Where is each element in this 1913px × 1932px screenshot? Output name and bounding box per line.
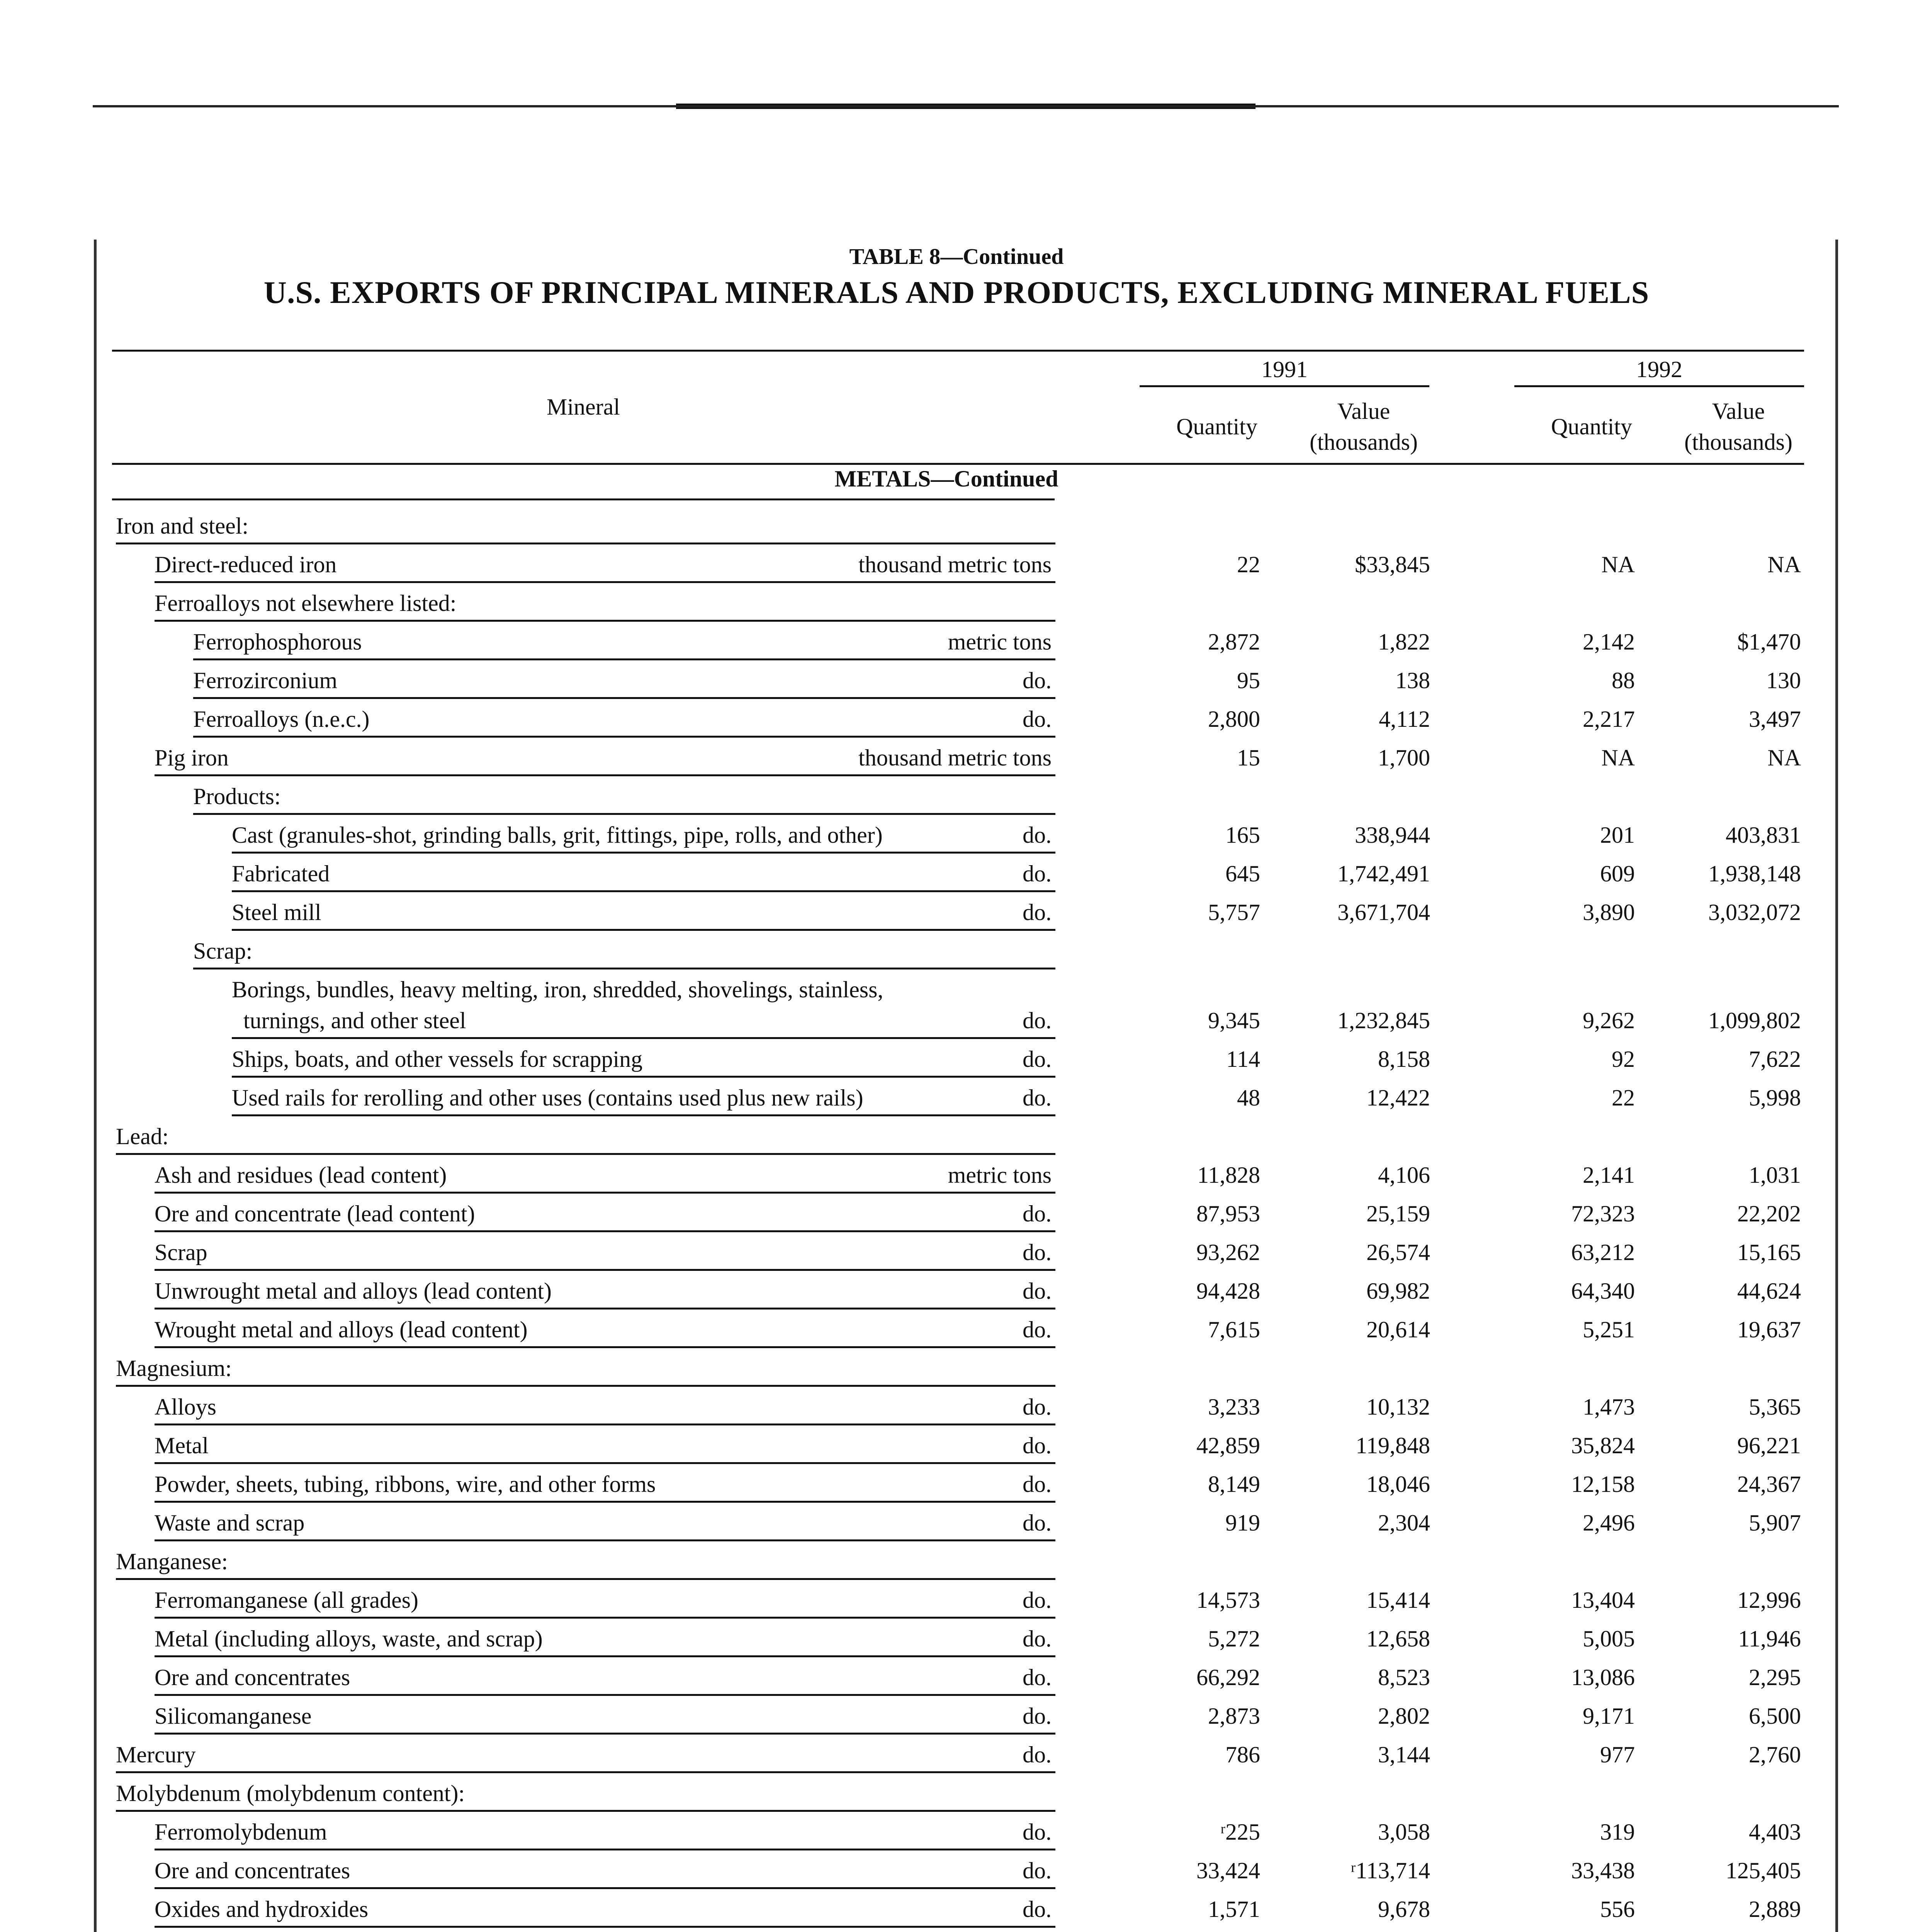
cell-quantity-1991: 8,149 bbox=[1208, 1471, 1260, 1497]
row-rule bbox=[155, 1462, 1055, 1464]
row-rule bbox=[155, 1230, 1055, 1232]
cell-value-1991: 338,944 bbox=[1355, 822, 1430, 848]
row-rule bbox=[155, 1733, 1055, 1735]
cell-quantity-1992: 2,141 bbox=[1583, 1162, 1635, 1188]
table-row bbox=[0, 1735, 1913, 1774]
row-unit: do. bbox=[1023, 1819, 1052, 1845]
cell-value-1992: NA bbox=[1767, 552, 1801, 577]
cell-quantity-1992: 63,212 bbox=[1571, 1240, 1635, 1265]
table-row bbox=[0, 1233, 1913, 1271]
row-unit: do. bbox=[1023, 900, 1052, 925]
cell-quantity-1992: 2,217 bbox=[1583, 706, 1635, 732]
cell-quantity-1992: 2,496 bbox=[1583, 1510, 1635, 1536]
row-rule bbox=[155, 1655, 1055, 1657]
row-label: Silicomanganese bbox=[155, 1703, 312, 1729]
row-unit: do. bbox=[1023, 1471, 1052, 1497]
cell-value-1991: 4,112 bbox=[1379, 706, 1430, 732]
table-row bbox=[0, 661, 1913, 699]
row-unit: do. bbox=[1023, 1278, 1052, 1304]
table-row bbox=[0, 815, 1913, 854]
table-row bbox=[0, 931, 1913, 970]
cell-value-1992: 7,622 bbox=[1749, 1046, 1801, 1072]
cell-value-1992: 2,295 bbox=[1749, 1665, 1801, 1690]
table-row bbox=[0, 1696, 1913, 1735]
row-label: Unwrought metal and alloys (lead content) bbox=[155, 1278, 552, 1304]
row-rule bbox=[193, 697, 1055, 699]
cell-quantity-1992: 5,251 bbox=[1583, 1317, 1635, 1342]
cell-quantity-1991: 1,571 bbox=[1208, 1896, 1260, 1922]
cell-quantity-1991: 9,345 bbox=[1208, 1008, 1260, 1033]
row-label: Manganese: bbox=[116, 1549, 228, 1574]
cell-value-1991: 1,742,491 bbox=[1337, 861, 1430, 886]
table-row bbox=[0, 1542, 1913, 1580]
row-rule bbox=[116, 1810, 1055, 1812]
table-row bbox=[0, 506, 1913, 545]
cell-quantity-1992: NA bbox=[1601, 552, 1635, 577]
row-label: Wrought metal and alloys (lead content) bbox=[155, 1317, 528, 1342]
cell-value-1992: 11,946 bbox=[1738, 1626, 1801, 1651]
cell-value-1991: 3,144 bbox=[1378, 1742, 1430, 1767]
row-label: Iron and steel: bbox=[116, 513, 249, 539]
row-rule bbox=[193, 658, 1055, 660]
row-rule bbox=[193, 736, 1055, 738]
cell-quantity-1992: 977 bbox=[1600, 1742, 1635, 1767]
row-rule bbox=[232, 1114, 1055, 1116]
table-row bbox=[0, 1812, 1913, 1851]
row-unit: do. bbox=[1023, 1742, 1052, 1767]
table-row bbox=[0, 1271, 1913, 1310]
row-rule bbox=[155, 1501, 1055, 1503]
table-row bbox=[0, 1387, 1913, 1426]
row-rule bbox=[116, 1771, 1055, 1773]
row-label: Ferrophosphorous bbox=[193, 629, 362, 655]
row-unit: do. bbox=[1023, 668, 1052, 693]
row-rule bbox=[155, 774, 1055, 776]
header-mineral: Mineral bbox=[547, 394, 620, 420]
row-label: Ferroalloys not elsewhere listed: bbox=[155, 590, 457, 616]
header-quantity-1992: Quantity bbox=[1551, 414, 1632, 439]
cell-value-1992: 3,497 bbox=[1749, 706, 1801, 732]
cell-quantity-1991: 15 bbox=[1237, 745, 1260, 770]
row-rule bbox=[116, 1153, 1055, 1155]
row-rule bbox=[155, 1887, 1055, 1889]
cell-quantity-1991: ʳ225 bbox=[1220, 1819, 1260, 1845]
row-label: Ferromolybdenum bbox=[155, 1819, 327, 1845]
cell-quantity-1991: 95 bbox=[1237, 668, 1260, 693]
cell-value-1992: 96,221 bbox=[1737, 1433, 1801, 1458]
cell-quantity-1991: 786 bbox=[1225, 1742, 1260, 1767]
row-rule bbox=[232, 1037, 1055, 1039]
row-unit: do. bbox=[1023, 1858, 1052, 1883]
cell-quantity-1991: 165 bbox=[1225, 822, 1260, 848]
cell-value-1992: 22,202 bbox=[1737, 1201, 1801, 1226]
cell-value-1991: 25,159 bbox=[1366, 1201, 1430, 1226]
cell-value-1992: 12,996 bbox=[1737, 1587, 1801, 1613]
table-row bbox=[0, 1426, 1913, 1464]
cell-value-1992: 403,831 bbox=[1726, 822, 1801, 848]
cell-value-1992: 2,760 bbox=[1749, 1742, 1801, 1767]
header-value-1992-line2: (thousands) bbox=[1684, 429, 1792, 455]
cell-quantity-1991: 66,292 bbox=[1196, 1665, 1260, 1690]
cell-quantity-1992: 12,158 bbox=[1571, 1471, 1635, 1497]
row-unit: thousand metric tons bbox=[858, 745, 1052, 770]
cell-value-1991: 3,671,704 bbox=[1337, 900, 1430, 925]
cell-value-1992: 2,889 bbox=[1749, 1896, 1801, 1922]
cell-value-1991: 119,848 bbox=[1356, 1433, 1430, 1458]
row-unit: do. bbox=[1023, 1665, 1052, 1690]
row-rule bbox=[232, 890, 1055, 892]
cell-quantity-1991: 42,859 bbox=[1196, 1433, 1260, 1458]
row-rule bbox=[116, 543, 1055, 544]
cell-value-1992: 1,099,802 bbox=[1708, 1008, 1801, 1033]
cell-quantity-1991: 14,573 bbox=[1196, 1587, 1260, 1613]
cell-quantity-1991: 48 bbox=[1237, 1085, 1260, 1111]
table-row bbox=[0, 1580, 1913, 1619]
table-row bbox=[0, 1194, 1913, 1233]
cell-value-1992: 5,907 bbox=[1749, 1510, 1801, 1536]
table-row bbox=[0, 1310, 1913, 1349]
cell-quantity-1991: 7,615 bbox=[1208, 1317, 1260, 1342]
row-rule bbox=[155, 1269, 1055, 1271]
header-year-1991: 1991 bbox=[1261, 357, 1308, 382]
row-rule bbox=[155, 1308, 1055, 1310]
cell-quantity-1992: 13,086 bbox=[1571, 1665, 1635, 1690]
table-row bbox=[0, 1039, 1913, 1078]
header-value-1991-line2: (thousands) bbox=[1310, 429, 1418, 455]
cell-value-1992: 19,637 bbox=[1737, 1317, 1801, 1342]
cell-quantity-1991: 3,233 bbox=[1208, 1394, 1260, 1420]
cell-value-1991: 8,523 bbox=[1378, 1665, 1430, 1690]
cell-quantity-1992: 556 bbox=[1600, 1896, 1635, 1922]
row-rule bbox=[193, 813, 1055, 815]
row-label: Magnesium: bbox=[116, 1355, 232, 1381]
row-unit: do. bbox=[1023, 1201, 1052, 1226]
cell-quantity-1991: 2,873 bbox=[1208, 1703, 1260, 1729]
table-row bbox=[0, 1155, 1913, 1194]
cell-value-1992: 24,367 bbox=[1737, 1471, 1801, 1497]
row-label: Oxides and hydroxides bbox=[155, 1896, 369, 1922]
row-rule bbox=[155, 1617, 1055, 1619]
row-label: Powder, sheets, tubing, ribbons, wire, and other forms bbox=[155, 1471, 656, 1497]
cell-quantity-1992: 88 bbox=[1612, 668, 1635, 693]
cell-value-1991: $33,845 bbox=[1355, 552, 1430, 577]
cell-quantity-1992: 9,171 bbox=[1583, 1703, 1635, 1729]
cell-value-1991: ʳ113,714 bbox=[1351, 1858, 1430, 1883]
cell-quantity-1992: 201 bbox=[1600, 822, 1635, 848]
table-row bbox=[0, 1851, 1913, 1889]
cell-quantity-1992: 22 bbox=[1612, 1085, 1635, 1111]
cell-value-1991: 12,422 bbox=[1366, 1085, 1430, 1111]
cell-value-1992: 5,365 bbox=[1749, 1394, 1801, 1420]
row-rule bbox=[232, 852, 1055, 854]
row-label: Fabricated bbox=[232, 861, 330, 886]
table-row bbox=[0, 1928, 1913, 1932]
cell-quantity-1991: 94,428 bbox=[1196, 1278, 1260, 1304]
cell-value-1992: 3,032,072 bbox=[1708, 900, 1801, 925]
table-label: TABLE 8—Continued bbox=[849, 244, 1064, 269]
cell-quantity-1992: 92 bbox=[1612, 1046, 1635, 1072]
row-unit: do. bbox=[1023, 861, 1052, 886]
cell-value-1992: 1,938,148 bbox=[1708, 861, 1801, 886]
row-label: Ferroalloys (n.e.c.) bbox=[193, 706, 370, 732]
row-label: Direct-reduced iron bbox=[155, 552, 337, 577]
table-row bbox=[0, 583, 1913, 622]
table-row bbox=[0, 970, 1913, 1039]
cell-quantity-1992: 33,438 bbox=[1571, 1858, 1635, 1883]
cell-value-1992: 15,165 bbox=[1737, 1240, 1801, 1265]
row-rule bbox=[155, 1694, 1055, 1696]
cell-value-1992: 4,403 bbox=[1749, 1819, 1801, 1845]
row-label: Ferrozirconium bbox=[193, 668, 338, 693]
row-unit: do. bbox=[1023, 822, 1052, 848]
cell-value-1991: 9,678 bbox=[1378, 1896, 1430, 1922]
row-unit: metric tons bbox=[948, 1162, 1052, 1188]
cell-value-1991: 4,106 bbox=[1378, 1162, 1430, 1188]
cell-value-1992: 1,031 bbox=[1749, 1162, 1801, 1188]
cell-value-1991: 15,414 bbox=[1366, 1587, 1430, 1613]
row-label: Ships, boats, and other vessels for scrapping bbox=[232, 1046, 643, 1072]
cell-quantity-1992: NA bbox=[1601, 745, 1635, 770]
header-year-1992: 1992 bbox=[1636, 357, 1682, 382]
cell-quantity-1992: 35,824 bbox=[1571, 1433, 1635, 1458]
row-unit: do. bbox=[1023, 1008, 1052, 1033]
row-label: Steel mill bbox=[232, 900, 321, 925]
table-title: U.S. EXPORTS OF PRINCIPAL MINERALS AND PRODUCTS, EXCLUDING MINERAL FUELS bbox=[263, 275, 1650, 310]
row-label: Scrap: bbox=[193, 938, 253, 964]
row-rule bbox=[155, 1539, 1055, 1541]
table-row bbox=[0, 1464, 1913, 1503]
cell-value-1991: 18,046 bbox=[1366, 1471, 1430, 1497]
cell-value-1992: 5,998 bbox=[1749, 1085, 1801, 1111]
cell-value-1992: $1,470 bbox=[1737, 629, 1801, 655]
cell-value-1991: 26,574 bbox=[1366, 1240, 1430, 1265]
table-row bbox=[0, 1078, 1913, 1117]
cell-quantity-1992: 609 bbox=[1600, 861, 1635, 886]
section-label: METALS—Continued bbox=[834, 466, 1058, 492]
row-unit: do. bbox=[1023, 1240, 1052, 1265]
table-row bbox=[0, 1889, 1913, 1928]
row-rule bbox=[155, 1423, 1055, 1425]
row-rule bbox=[193, 968, 1055, 969]
row-label: Scrap bbox=[155, 1240, 207, 1265]
row-unit: do. bbox=[1023, 1703, 1052, 1729]
cell-value-1992: 130 bbox=[1766, 668, 1801, 693]
cell-quantity-1991: 5,272 bbox=[1208, 1626, 1260, 1651]
cell-quantity-1991: 22 bbox=[1237, 552, 1260, 577]
row-label: Used rails for rerolling and other uses (contains used plus new rails) bbox=[232, 1085, 863, 1111]
cell-quantity-1991: 645 bbox=[1225, 861, 1260, 886]
cell-quantity-1992: 2,142 bbox=[1583, 629, 1635, 655]
row-label: Products: bbox=[193, 784, 281, 809]
header-value-1991-line1: Value bbox=[1337, 398, 1390, 424]
row-unit: do. bbox=[1023, 1394, 1052, 1420]
table-row bbox=[0, 854, 1913, 893]
row-label-continued: turnings, and other steel bbox=[243, 1008, 466, 1033]
cell-quantity-1991: 919 bbox=[1225, 1510, 1260, 1536]
row-unit: do. bbox=[1023, 1587, 1052, 1613]
row-label: Ore and concentrate (lead content) bbox=[155, 1201, 475, 1226]
row-label: Alloys bbox=[155, 1394, 217, 1420]
cell-value-1991: 1,700 bbox=[1378, 745, 1430, 770]
row-unit: do. bbox=[1023, 1085, 1052, 1111]
row-label: Ash and residues (lead content) bbox=[155, 1162, 447, 1188]
row-label: Molybdenum (molybdenum content): bbox=[116, 1781, 465, 1806]
table-row bbox=[0, 777, 1913, 815]
cell-quantity-1991: 5,757 bbox=[1208, 900, 1260, 925]
row-label: Metal bbox=[155, 1433, 209, 1458]
cell-value-1991: 1,822 bbox=[1378, 629, 1430, 655]
cell-value-1991: 2,304 bbox=[1378, 1510, 1430, 1536]
row-rule bbox=[155, 581, 1055, 583]
row-rule bbox=[155, 620, 1055, 622]
table-row bbox=[0, 1619, 1913, 1658]
row-unit: do. bbox=[1023, 1896, 1052, 1922]
row-label: Metal (including alloys, waste, and scrap) bbox=[155, 1626, 543, 1651]
row-label: Lead: bbox=[116, 1124, 169, 1149]
cell-quantity-1992: 5,005 bbox=[1583, 1626, 1635, 1651]
table-row bbox=[0, 1774, 1913, 1812]
cell-quantity-1992: 13,404 bbox=[1571, 1587, 1635, 1613]
row-rule bbox=[232, 929, 1055, 931]
cell-quantity-1992: 64,340 bbox=[1571, 1278, 1635, 1304]
row-rule bbox=[155, 1926, 1055, 1928]
row-label: Borings, bundles, heavy melting, iron, shredded, shovelings, stainless, bbox=[232, 977, 883, 1002]
cell-value-1991: 3,058 bbox=[1378, 1819, 1430, 1845]
table-row bbox=[0, 1349, 1913, 1387]
table-row bbox=[0, 893, 1913, 931]
row-rule bbox=[116, 1578, 1055, 1580]
cell-value-1991: 1,232,845 bbox=[1337, 1008, 1430, 1033]
cell-quantity-1992: 1,473 bbox=[1583, 1394, 1635, 1420]
row-unit: metric tons bbox=[948, 629, 1052, 655]
row-label: Ore and concentrates bbox=[155, 1858, 350, 1883]
table-row bbox=[0, 622, 1913, 661]
cell-quantity-1992: 72,323 bbox=[1571, 1201, 1635, 1226]
header-quantity-1991: Quantity bbox=[1176, 414, 1257, 439]
cell-value-1992: 6,500 bbox=[1749, 1703, 1801, 1729]
row-unit: do. bbox=[1023, 1317, 1052, 1342]
row-label: Cast (granules-shot, grinding balls, grit, fittings, pipe, rolls, and other) bbox=[232, 822, 883, 848]
table-row bbox=[0, 1658, 1913, 1696]
cell-value-1992: NA bbox=[1767, 745, 1801, 770]
cell-quantity-1991: 93,262 bbox=[1196, 1240, 1260, 1265]
row-label: Mercury bbox=[116, 1742, 196, 1767]
table-row bbox=[0, 699, 1913, 738]
cell-quantity-1992: 319 bbox=[1600, 1819, 1635, 1845]
cell-value-1991: 10,132 bbox=[1366, 1394, 1430, 1420]
cell-quantity-1991: 2,800 bbox=[1208, 706, 1260, 732]
header-value-1992-line1: Value bbox=[1712, 398, 1765, 424]
cell-quantity-1992: 3,890 bbox=[1583, 900, 1635, 925]
cell-value-1991: 12,658 bbox=[1366, 1626, 1430, 1651]
table-row bbox=[0, 738, 1913, 777]
cell-quantity-1991: 33,424 bbox=[1196, 1858, 1260, 1883]
cell-value-1991: 20,614 bbox=[1366, 1317, 1430, 1342]
cell-quantity-1991: 114 bbox=[1226, 1046, 1260, 1072]
cell-value-1991: 138 bbox=[1395, 668, 1430, 693]
cell-value-1992: 125,405 bbox=[1726, 1858, 1801, 1883]
row-rule bbox=[116, 1385, 1055, 1387]
cell-value-1991: 2,802 bbox=[1378, 1703, 1430, 1729]
row-rule bbox=[155, 1192, 1055, 1194]
cell-value-1991: 8,158 bbox=[1378, 1046, 1430, 1072]
row-unit: do. bbox=[1023, 1626, 1052, 1651]
row-unit: do. bbox=[1023, 706, 1052, 732]
row-rule bbox=[155, 1849, 1055, 1850]
cell-quantity-1991: 2,872 bbox=[1208, 629, 1260, 655]
table-row bbox=[0, 1117, 1913, 1155]
row-label: Pig iron bbox=[155, 745, 229, 770]
cell-quantity-1991: 11,828 bbox=[1197, 1162, 1260, 1188]
row-unit: do. bbox=[1023, 1433, 1052, 1458]
row-unit: do. bbox=[1023, 1046, 1052, 1072]
cell-value-1992: 44,624 bbox=[1737, 1278, 1801, 1304]
row-label: Ferromanganese (all grades) bbox=[155, 1587, 419, 1613]
table-row bbox=[0, 545, 1913, 583]
row-unit: do. bbox=[1023, 1510, 1052, 1536]
row-rule bbox=[232, 1076, 1055, 1078]
cell-quantity-1991: 87,953 bbox=[1196, 1201, 1260, 1226]
cell-value-1991: 69,982 bbox=[1366, 1278, 1430, 1304]
row-label: Ore and concentrates bbox=[155, 1665, 350, 1690]
row-unit: thousand metric tons bbox=[858, 552, 1052, 577]
row-rule bbox=[155, 1346, 1055, 1348]
row-label: Waste and scrap bbox=[155, 1510, 305, 1536]
table-row bbox=[0, 1503, 1913, 1542]
cell-quantity-1992: 9,262 bbox=[1583, 1008, 1635, 1033]
